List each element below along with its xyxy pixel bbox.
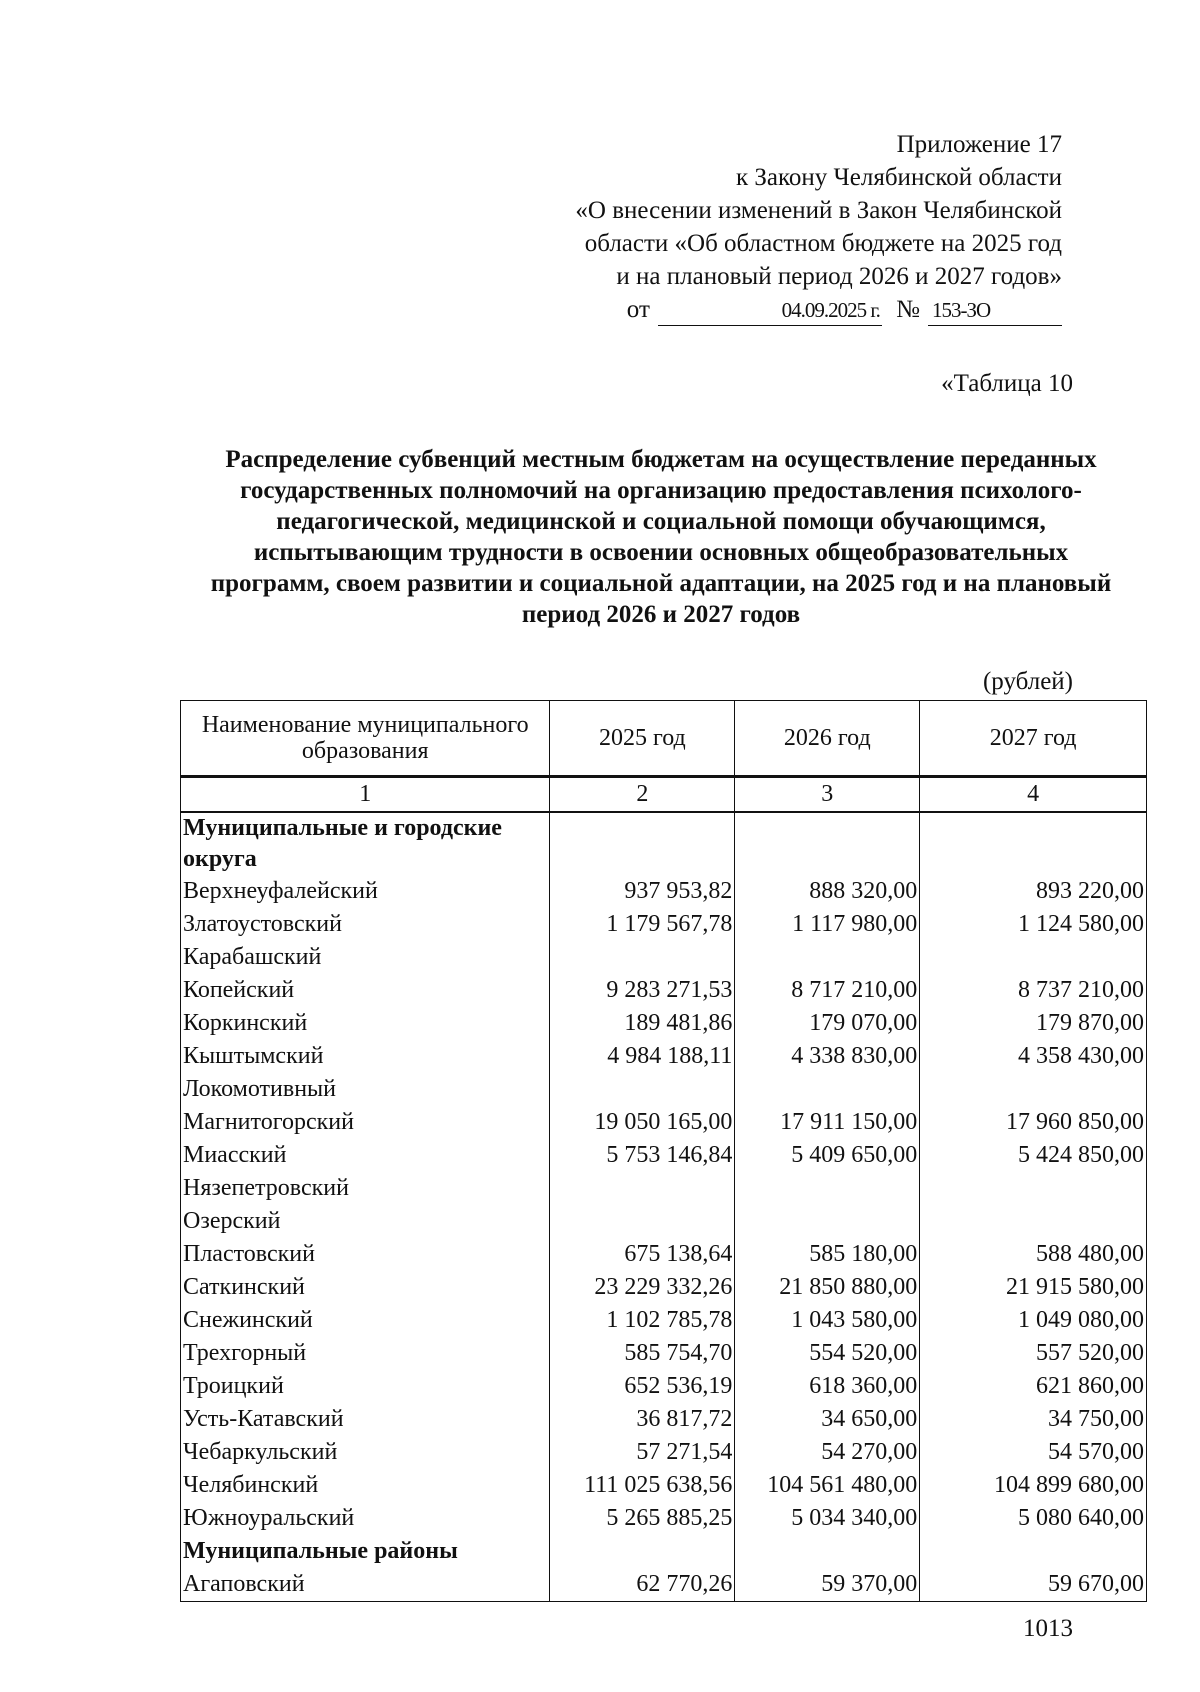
value-2026: 618 360,00 (735, 1370, 920, 1403)
column-number: 1 (181, 777, 550, 813)
table-row (181, 1238, 1147, 1271)
value-2027: 588 480,00 (920, 1238, 1147, 1271)
municipality-name: Нязепетровский (181, 1172, 550, 1205)
value-2026: 585 180,00 (735, 1238, 920, 1271)
law-date: 04.09.2025 г. (658, 295, 882, 326)
table-row (181, 974, 1147, 1007)
section-row (181, 1535, 1147, 1568)
law-number: 153-ЗО (928, 295, 1062, 326)
empty-cell (920, 812, 1147, 875)
law-title-line-3: и на плановый период 2026 и 2027 годов» (616, 263, 1062, 290)
value-2026 (735, 941, 920, 974)
value-2025: 111 025 638,56 (550, 1469, 735, 1502)
section-row (181, 812, 1147, 875)
municipality-name: Коркинский (181, 1007, 550, 1040)
value-2026: 21 850 880,00 (735, 1271, 920, 1304)
value-2027: 59 670,00 (920, 1568, 1147, 1602)
column-number: 4 (920, 777, 1147, 813)
value-2026: 5 409 650,00 (735, 1139, 920, 1172)
title-line: период 2026 и 2027 годов (521, 601, 801, 628)
value-2027 (920, 1205, 1147, 1238)
page-number: 1013 (1023, 1615, 1073, 1642)
value-2025: 585 754,70 (550, 1337, 735, 1370)
table-row (181, 875, 1147, 908)
value-2026: 554 520,00 (735, 1337, 920, 1370)
table-row (181, 1040, 1147, 1073)
law-title-line-1: «О внесении изменений в Закон Челябинской (575, 197, 1062, 224)
table-row (181, 1073, 1147, 1106)
subvention-table (180, 700, 1147, 1602)
table-row (181, 1568, 1147, 1602)
units-label: (рублей) (982, 668, 1073, 695)
header-2025: 2025 год (550, 701, 735, 777)
value-2025: 5 265 885,25 (550, 1502, 735, 1535)
value-2026: 8 717 210,00 (735, 974, 920, 1007)
value-2025: 675 138,64 (550, 1238, 735, 1271)
value-2026 (735, 1172, 920, 1205)
column-number: 3 (735, 777, 920, 813)
appendix-label: Приложение 17 (896, 131, 1062, 158)
value-2027: 17 960 850,00 (920, 1106, 1147, 1139)
value-2026: 179 070,00 (735, 1007, 920, 1040)
value-2027: 34 750,00 (920, 1403, 1147, 1436)
value-2025: 1 102 785,78 (550, 1304, 735, 1337)
value-2026: 5 034 340,00 (735, 1502, 920, 1535)
table-row (181, 1436, 1147, 1469)
value-2027: 179 870,00 (920, 1007, 1147, 1040)
empty-cell (735, 812, 920, 875)
document-title (180, 444, 1142, 630)
value-2027 (920, 1073, 1147, 1106)
municipality-name: Трехгорный (181, 1337, 550, 1370)
value-2026: 17 911 150,00 (735, 1106, 920, 1139)
value-2027: 893 220,00 (920, 875, 1147, 908)
table-row (181, 1469, 1147, 1502)
section-title: Муниципальные и городские округа (181, 812, 550, 875)
value-2027: 1 049 080,00 (920, 1304, 1147, 1337)
table-row (181, 1139, 1147, 1172)
empty-cell (550, 812, 735, 875)
value-2027: 1 124 580,00 (920, 908, 1147, 941)
municipality-name: Саткинский (181, 1271, 550, 1304)
table-row (181, 1403, 1147, 1436)
value-2027: 5 424 850,00 (920, 1139, 1147, 1172)
value-2025: 189 481,86 (550, 1007, 735, 1040)
value-2025 (550, 1073, 735, 1106)
municipality-name: Челябинский (181, 1469, 550, 1502)
municipality-name: Снежинский (181, 1304, 550, 1337)
column-number: 2 (550, 777, 735, 813)
value-2025: 652 536,19 (550, 1370, 735, 1403)
header-2027: 2027 год (920, 701, 1147, 777)
value-2025: 1 179 567,78 (550, 908, 735, 941)
title-line: испытывающим трудности в освоении основных общеобразовательных (253, 539, 1069, 566)
value-2025: 19 050 165,00 (550, 1106, 735, 1139)
value-2026: 4 338 830,00 (735, 1040, 920, 1073)
value-2026 (735, 1073, 920, 1106)
value-2025: 23 229 332,26 (550, 1271, 735, 1304)
value-2025: 36 817,72 (550, 1403, 735, 1436)
title-line: государственных полномочий на организацию предоставления психолого- (240, 477, 1082, 504)
table-label: «Таблица 10 (941, 370, 1073, 397)
municipality-name: Верхнеуфалейский (181, 875, 550, 908)
header-municipality: Наименование муниципального образования (181, 701, 550, 777)
column-number-row (181, 777, 1147, 813)
municipality-name: Копейский (181, 974, 550, 1007)
title-line: Распределение субвенций местным бюджетам на осуществление переданных (225, 446, 1097, 473)
law-title-line-2: области «Об областном бюджете на 2025 год (584, 230, 1062, 257)
empty-cell (735, 1535, 920, 1568)
value-2025 (550, 941, 735, 974)
value-2026: 888 320,00 (735, 875, 920, 908)
value-2027: 54 570,00 (920, 1436, 1147, 1469)
law-date-number (575, 293, 1062, 326)
value-2027: 4 358 430,00 (920, 1040, 1147, 1073)
value-2026: 1 043 580,00 (735, 1304, 920, 1337)
value-2027: 5 080 640,00 (920, 1502, 1147, 1535)
value-2027: 104 899 680,00 (920, 1469, 1147, 1502)
value-2025: 62 770,26 (550, 1568, 735, 1602)
municipality-name: Златоустовский (181, 908, 550, 941)
from-label: от (626, 296, 650, 323)
value-2027: 8 737 210,00 (920, 974, 1147, 1007)
value-2025: 937 953,82 (550, 875, 735, 908)
municipality-name: Миасский (181, 1139, 550, 1172)
header-2026: 2026 год (735, 701, 920, 777)
table-row (181, 1271, 1147, 1304)
value-2025: 5 753 146,84 (550, 1139, 735, 1172)
table-row (181, 1337, 1147, 1370)
value-2025 (550, 1172, 735, 1205)
value-2025: 57 271,54 (550, 1436, 735, 1469)
value-2026: 34 650,00 (735, 1403, 920, 1436)
value-2025: 4 984 188,11 (550, 1040, 735, 1073)
municipality-name: Кыштымский (181, 1040, 550, 1073)
value-2026: 54 270,00 (735, 1436, 920, 1469)
municipality-name: Магнитогорский (181, 1106, 550, 1139)
municipality-name: Озерский (181, 1205, 550, 1238)
value-2027 (920, 941, 1147, 974)
value-2026: 104 561 480,00 (735, 1469, 920, 1502)
municipality-name: Агаповский (181, 1568, 550, 1602)
empty-cell (920, 1535, 1147, 1568)
municipality-name: Локомотивный (181, 1073, 550, 1106)
value-2027: 557 520,00 (920, 1337, 1147, 1370)
municipality-name: Усть-Катавский (181, 1403, 550, 1436)
value-2026 (735, 1205, 920, 1238)
municipality-name: Пластовский (181, 1238, 550, 1271)
municipality-name: Южноуральский (181, 1502, 550, 1535)
table-header-row (181, 701, 1147, 777)
municipality-name: Троицкий (181, 1370, 550, 1403)
number-label: № (896, 296, 920, 323)
value-2026: 1 117 980,00 (735, 908, 920, 941)
value-2027: 621 860,00 (920, 1370, 1147, 1403)
municipality-name: Чебаркульский (181, 1436, 550, 1469)
law-reference: к Закону Челябинской области (736, 164, 1062, 191)
title-line: программ, своем развитии и социальной адаптации, на 2025 год и на плановый (210, 570, 1112, 597)
table-row (181, 1106, 1147, 1139)
title-line: педагогической, медицинской и социальной помощи обучающимся, (276, 508, 1046, 535)
value-2025: 9 283 271,53 (550, 974, 735, 1007)
table-row (181, 1172, 1147, 1205)
table-row (181, 1007, 1147, 1040)
section-title: Муниципальные районы (181, 1535, 550, 1568)
empty-cell (550, 1535, 735, 1568)
table-row (181, 941, 1147, 974)
value-2027 (920, 1172, 1147, 1205)
value-2025 (550, 1205, 735, 1238)
document-header (575, 128, 1062, 326)
value-2026: 59 370,00 (735, 1568, 920, 1602)
table-row (181, 908, 1147, 941)
table-row (181, 1502, 1147, 1535)
table-row (181, 1205, 1147, 1238)
table-row (181, 1304, 1147, 1337)
table-row (181, 1370, 1147, 1403)
value-2027: 21 915 580,00 (920, 1271, 1147, 1304)
municipality-name: Карабашский (181, 941, 550, 974)
